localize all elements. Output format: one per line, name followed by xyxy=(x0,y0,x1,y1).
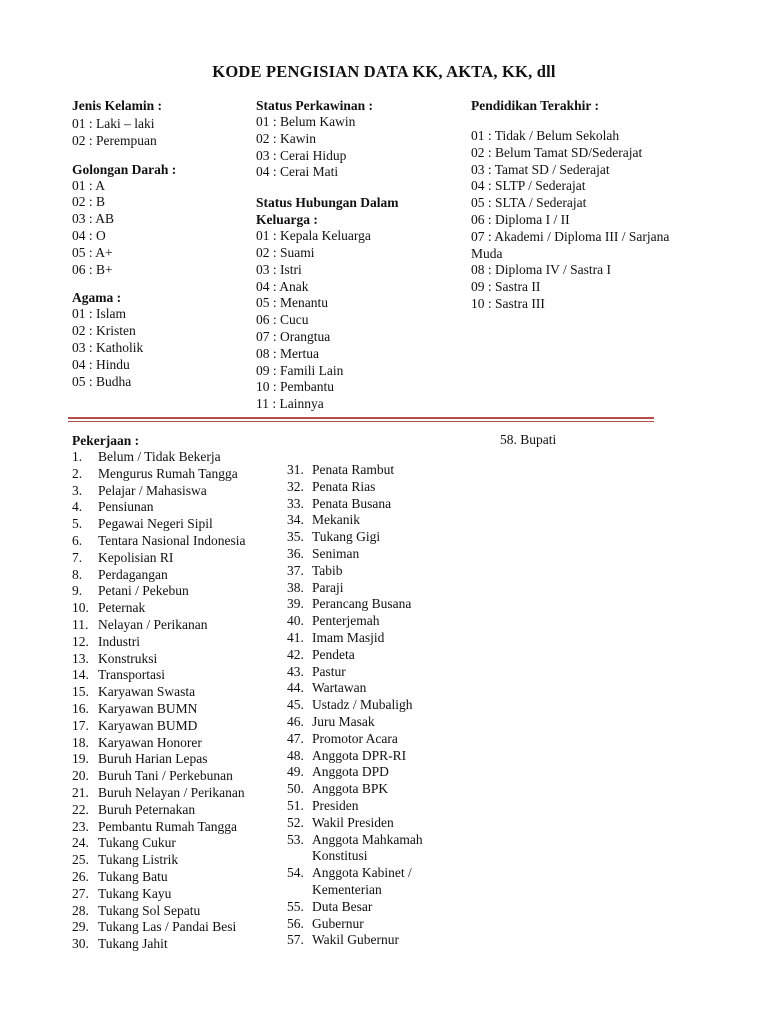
code-item: 09 : Famili Lain xyxy=(256,362,344,378)
pekerjaan-item: 16. Karyawan BUMN xyxy=(72,700,198,716)
pekerjaan-item: 42. Pendeta xyxy=(287,646,355,662)
code-item: 05 : Menantu xyxy=(256,295,328,311)
pekerjaan-item: 41. Imam Masjid xyxy=(287,629,385,645)
code-item: 05 : Budha xyxy=(72,373,132,389)
pekerjaan-item: 29. Tukang Las / Pandai Besi xyxy=(72,919,237,935)
code-item: 02 : Belum Tamat SD/Sederajat xyxy=(471,144,643,160)
code-item: 01 : Belum Kawin xyxy=(256,114,356,129)
pekerjaan-item: 49. Anggota DPD xyxy=(287,764,389,780)
pekerjaan-item: 46. Juru Masak xyxy=(287,713,375,729)
status-hubungan-heading: Status Hubungan Dalam Keluarga : xyxy=(256,195,399,228)
column-middle xyxy=(256,97,456,413)
pekerjaan-item: 36. Seniman xyxy=(287,545,360,561)
pekerjaan-item: 32. Penata Rias xyxy=(287,478,376,494)
column-right xyxy=(471,97,701,313)
pekerjaan-item: 19. Buruh Harian Lepas xyxy=(72,751,208,767)
pekerjaan-item: 51. Presiden xyxy=(287,797,359,813)
pekerjaan-item: 7. Kepolisian RI xyxy=(72,549,174,565)
code-item: 02 : Suami xyxy=(256,244,315,260)
pendidikan-list xyxy=(471,128,701,313)
code-item: 01 : A xyxy=(72,177,106,193)
pekerjaan-item: 15. Karyawan Swasta xyxy=(72,684,196,700)
pekerjaan-item: 18. Karyawan Honorer xyxy=(72,734,202,750)
pekerjaan-item: 21. Buruh Nelayan / Perikanan xyxy=(72,784,245,800)
jenis-kelamin-heading: Jenis Kelamin : xyxy=(72,98,162,113)
pekerjaan-item: 54. Anggota Kabinet / Kementerian xyxy=(287,865,412,897)
pekerjaan-item: 47. Promotor Acara xyxy=(287,730,398,746)
divider-line-thin xyxy=(68,421,654,422)
pekerjaan-item: 50. Anggota BPK xyxy=(287,781,389,797)
golongan-darah-heading: Golongan Darah : xyxy=(72,161,177,177)
pekerjaan-item: 20. Buruh Tani / Perkebunan xyxy=(72,768,233,784)
pekerjaan-item: 45. Ustadz / Mubaligh xyxy=(287,697,413,713)
code-item: 02 : B xyxy=(72,194,106,210)
pekerjaan-item: 5. Pegawai Negeri Sipil xyxy=(72,516,213,532)
pekerjaan-item: 56. Gubernur xyxy=(287,915,364,931)
agama-heading: Agama : xyxy=(72,290,122,306)
code-item: 03 : AB xyxy=(72,211,115,227)
code-item: 01 : Laki – laki xyxy=(72,116,155,131)
pekerjaan-item: 14. Transportasi xyxy=(72,667,166,683)
code-item: 01 : Kepala Keluarga xyxy=(256,228,371,244)
pekerjaan-item: 3. Pelajar / Mahasiswa xyxy=(72,482,207,498)
pekerjaan-item: 1. Belum / Tidak Bekerja xyxy=(72,449,221,464)
pekerjaan-item: 44. Wartawan xyxy=(287,680,367,696)
code-item: 08 : Mertua xyxy=(256,345,319,361)
pekerjaan-item: 4. Pensiunan xyxy=(72,499,154,515)
code-item: 04 : Hindu xyxy=(72,356,130,372)
pekerjaan-item: 58. Bupati xyxy=(500,432,557,447)
pekerjaan-item: 26. Tukang Batu xyxy=(72,868,168,884)
code-item: 06 : Diploma I / II xyxy=(471,211,570,227)
pekerjaan-item: 37. Tabib xyxy=(287,562,343,578)
pekerjaan-item: 57. Wakil Gubernur xyxy=(287,932,400,948)
code-item: 03 : Cerai Hidup xyxy=(256,147,347,163)
pekerjaan-item: 22. Buruh Peternakan xyxy=(72,801,196,817)
code-item: 11 : Lainnya xyxy=(256,396,324,412)
pekerjaan-column-2 xyxy=(287,462,487,949)
pekerjaan-item: 13. Konstruksi xyxy=(72,650,158,666)
pekerjaan-item: 43. Pastur xyxy=(287,663,346,679)
column-left xyxy=(72,97,252,390)
pekerjaan-item: 31. Penata Rambut xyxy=(287,462,395,477)
pekerjaan-item: 24. Tukang Cukur xyxy=(72,835,176,851)
code-item: 06 : B+ xyxy=(72,261,113,277)
code-item: 03 : Tamat SD / Sederajat xyxy=(471,161,610,177)
pekerjaan-item: 34. Mekanik xyxy=(287,512,360,528)
code-item: 06 : Cucu xyxy=(256,312,309,328)
pekerjaan-item: 25. Tukang Listrik xyxy=(72,852,179,868)
pekerjaan-item: 52. Wakil Presiden xyxy=(287,814,394,830)
pekerjaan-item: 17. Karyawan BUMD xyxy=(72,717,198,733)
pekerjaan-item: 8. Perdagangan xyxy=(72,566,168,582)
pekerjaan-item: 33. Penata Busana xyxy=(287,495,392,511)
code-item: 04 : O xyxy=(72,227,106,243)
code-item: 10 : Sastra III xyxy=(471,295,545,311)
agama-list xyxy=(72,306,252,390)
pekerjaan-column-3 xyxy=(500,432,556,449)
status-perkawinan-list xyxy=(256,114,456,181)
code-item: 10 : Pembantu xyxy=(256,379,334,395)
pekerjaan-item: 35. Tukang Gigi xyxy=(287,529,381,545)
pekerjaan-item: 9. Petani / Pekebun xyxy=(72,583,189,599)
divider-line xyxy=(68,417,654,419)
pekerjaan-item: 53. Anggota Mahkamah Konstitusi xyxy=(287,831,423,864)
code-item: 02 : Kristen xyxy=(72,323,136,339)
pekerjaan-item: 10. Peternak xyxy=(72,600,146,616)
code-item: 02 : Kawin xyxy=(256,130,316,146)
code-item: 07 : Akademi / Diploma III / Sarjana Muda xyxy=(471,228,670,261)
page-title: KODE PENGISIAN DATA KK, AKTA, KK, dll xyxy=(212,62,556,81)
code-item: 09 : Sastra II xyxy=(471,279,541,295)
code-item: 08 : Diploma IV / Sastra I xyxy=(471,262,611,278)
pekerjaan-item: 23. Pembantu Rumah Tangga xyxy=(72,818,238,834)
pekerjaan-item: 2. Mengurus Rumah Tangga xyxy=(72,465,238,481)
code-item: 01 : Islam xyxy=(72,306,126,322)
code-item: 07 : Orangtua xyxy=(256,328,331,344)
pekerjaan-heading: Pekerjaan : xyxy=(72,433,140,448)
code-item: 05 : A+ xyxy=(72,244,113,260)
pekerjaan-item: 6. Tentara Nasional Indonesia xyxy=(72,532,246,548)
pekerjaan-list-1 xyxy=(72,449,282,953)
code-item: 05 : SLTA / Sederajat xyxy=(471,195,587,211)
pekerjaan-item: 30. Tukang Jahit xyxy=(72,936,168,952)
status-perkawinan-heading: Status Perkawinan : xyxy=(256,98,374,113)
jenis-kelamin-list xyxy=(72,116,252,150)
pekerjaan-item: 39. Perancang Busana xyxy=(287,596,412,612)
pekerjaan-column-1 xyxy=(72,432,282,953)
code-item: 01 : Tidak / Belum Sekolah xyxy=(471,128,620,143)
code-item: 03 : Istri xyxy=(256,261,302,277)
pekerjaan-item: 12. Industri xyxy=(72,633,140,649)
pekerjaan-item: 28. Tukang Sol Sepatu xyxy=(72,902,201,918)
code-item: 04 : SLTP / Sederajat xyxy=(471,178,586,194)
pekerjaan-item: 11. Nelayan / Perikanan xyxy=(72,616,208,632)
code-item: 03 : Katholik xyxy=(72,339,144,355)
pekerjaan-item: 55. Duta Besar xyxy=(287,898,373,914)
code-item: 02 : Perempuan xyxy=(72,132,157,148)
pekerjaan-item: 48. Anggota DPR-RI xyxy=(287,747,407,763)
code-item: 04 : Cerai Mati xyxy=(256,164,339,180)
pekerjaan-item: 40. Penterjemah xyxy=(287,613,380,629)
pendidikan-heading: Pendidikan Terakhir : xyxy=(471,98,600,113)
code-item: 04 : Anak xyxy=(256,278,309,294)
golongan-darah-list xyxy=(72,178,252,279)
status-hubungan-list xyxy=(256,228,456,413)
pekerjaan-item: 38. Paraji xyxy=(287,579,344,595)
pekerjaan-item: 27. Tukang Kayu xyxy=(72,885,172,901)
